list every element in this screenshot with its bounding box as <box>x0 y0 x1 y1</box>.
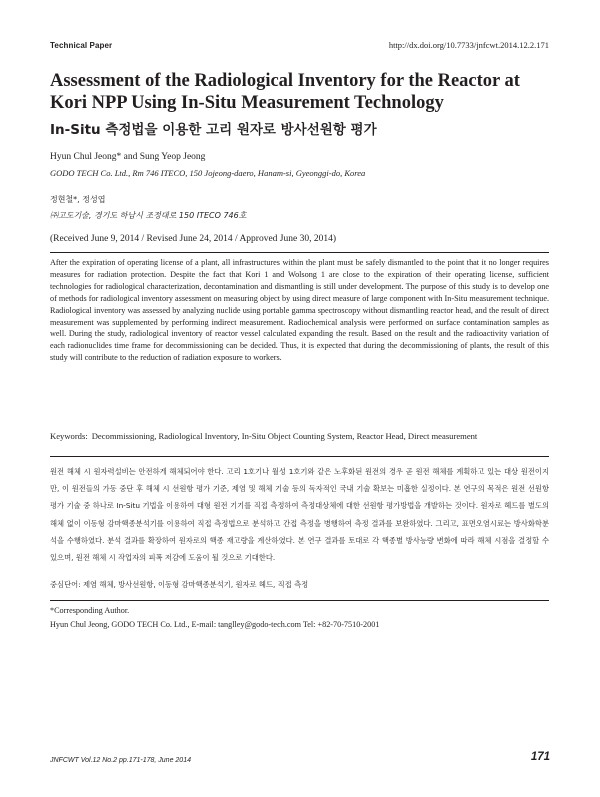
doi-link[interactable]: http://dx.doi.org/10.7733/jnfcwt.2014.12.2.171 <box>388 40 549 50</box>
abstract-korean: 원전 해체 시 원자력설비는 안전하게 해체되어야 한다. 고리 1호기나 월성 1호기와 같은 노후화된 원전의 경우 곧 원전 해체를 계획하고 있는 대상 원전이지만, 이 원전들의 가동 중단 후 해체 시 선원항 평가 기준, 제염 및 해체 기술 등의 독자적인 국내 기술 확보는 미흡한 실정이다. 본 연구의 목적은 원전 선원항 평가 기술 중 하나로 In-Situ 기법을 이용하여 대형 원전 기기를 직접 측정하여 측정대상체에 대한 선원항 평가방법을 개발하는 것이다. 원자로 헤드를 별도의 해체 없이 이동형 감마핵종분석기를 이용하여 직접 측정법으로 분석하고 간접 측정을 병행하여 측정 결과를 보완하였다. 그리고, 표면오염시료는 방사화학분석을 수행하였다. 분석 결과를 확장하여 원자로의 핵종 재고량을 계산하였다. 본 연구 결과를 토대로 각 핵종별 방사능량 변화에 따라 해체 시점을 결정할 수 있으며, 원전 해체 시 작업자의 피폭 저감에 도움이 될 것으로 기대한다. <box>50 467 549 563</box>
corresponding-author-note: *Corresponding Author. <box>50 606 130 615</box>
paper-title-korean: In-Situ 측정법을 이용한 고리 원자로 방사선원항 평가 <box>50 122 377 138</box>
affiliation-korean: ㈜고도기술, 경기도 하남시 조정대로 150 ITECO 746호 <box>50 211 247 220</box>
journal-citation: JNFCWT Vol.12 No.2 pp.171-178, June 2014 <box>50 757 191 764</box>
affiliation-english: GODO TECH Co. Ltd., Rm 746 ITECO, 150 Jojeong-daero, Hanam-si, Gyeonggi-do, Korea <box>50 168 366 178</box>
keywords-english <box>50 431 549 442</box>
keywords-text: Decommissioning, Radiological Inventory, In-Situ Object Counting System, Reactor Head, Direct measurement <box>91 431 478 441</box>
running-head <box>50 40 549 50</box>
keywords-label: Keywords: <box>50 431 88 441</box>
authors-korean: 정현철*, 정성엽 <box>50 195 106 204</box>
corresponding-author-contact: Hyun Chul Jeong, GODO TECH Co. Ltd., E-mail: tanglley@godo-tech.com Tel: +82-70-7510-2001 <box>50 620 380 629</box>
abstract-bottom-rule <box>50 456 549 457</box>
keywords-korean: 중심단어: 제염 해체, 방사선원항, 이동형 감마핵종분석기, 원자로 헤드, 직접 측정 <box>50 580 309 589</box>
section-type-label: Technical Paper <box>50 41 113 50</box>
received-dates: (Received June 9, 2014 / Revised June 24, 2014 / Approved June 30, 2014) <box>50 234 337 244</box>
abstract-top-rule <box>50 252 549 253</box>
abstract-english: After the expiration of operating license of a plant, all infrastructures within the plant must be safely dismantled to the point that it no longer requires measures for radiation protection. Despite the fact that Kori 1 and Wolsong 1 are close to the expiration of their operating license, sufficient technologies for radiological characterization, decontamination and dismantling is still under development. The purpose of this study is to develop one of methods for radiological inventory assessment on measuring object by using direct measure of large component with In-Situ measurement technique. Radiological inventory was assessed by analyzing nuclide using portable gamma spectroscopy without dismantling reactor head, and the result of direct measurement was supplemented by performing indirect measurement. Radiochemical analysis were performed on surface contamination samples as well. During the study, radiological inventory of reactor vessel calculated expanding the result. Based on the result and the radioactivity variation of each radionuclides time frame for decommissioning can be decided. Thus, it is expected that during the decommissioning of plants, the result of this study will contribute to the reduction of radiation exposure to workers. <box>50 258 549 363</box>
paper-title-english: Assessment of the Radiological Inventory for the Reactor at Kori NPP Using In-Situ Measurement Technology <box>50 71 520 113</box>
footnote-rule <box>50 600 549 601</box>
authors-english: Hyun Chul Jeong* and Sung Yeop Jeong <box>50 152 206 162</box>
page-number: 171 <box>530 751 550 763</box>
